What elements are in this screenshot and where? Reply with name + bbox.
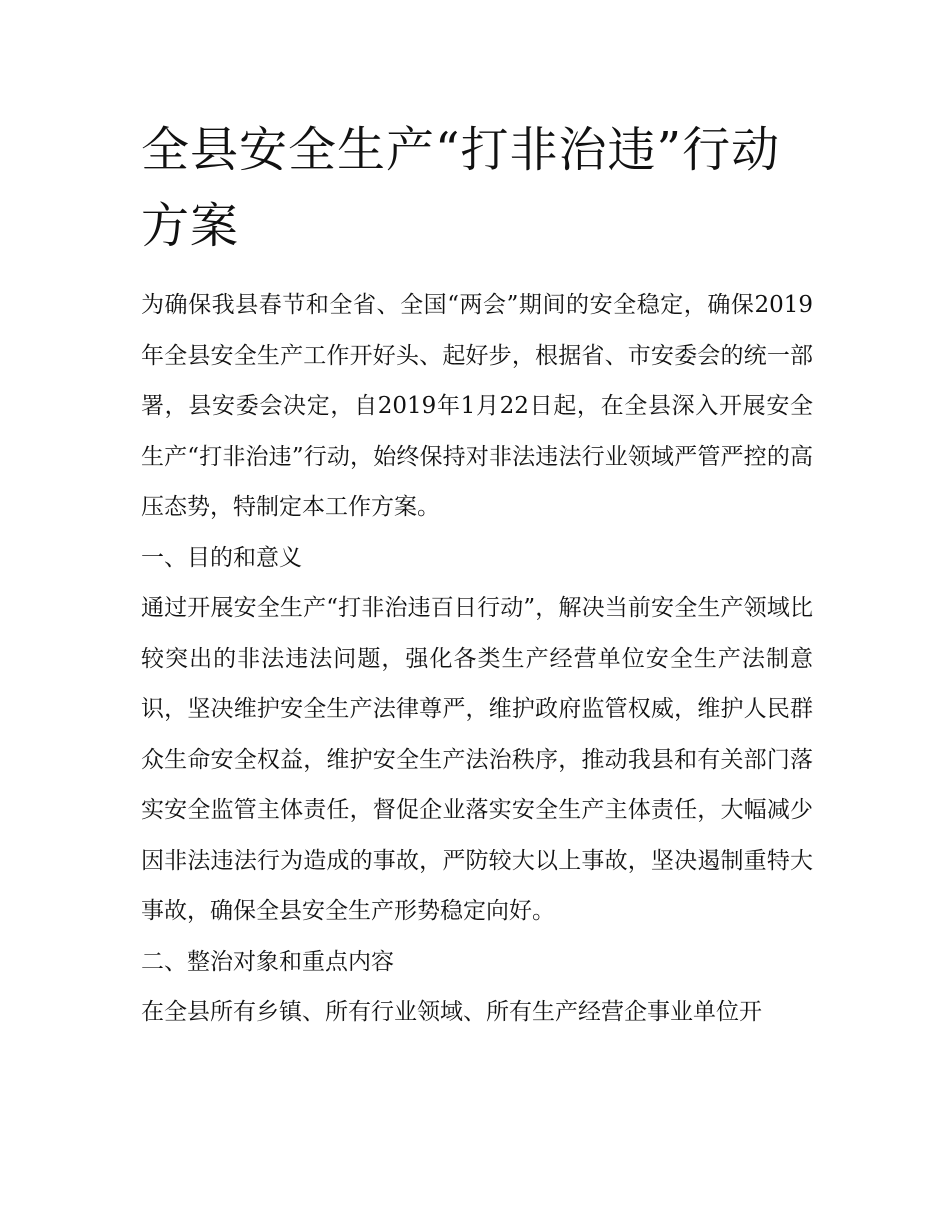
section-heading-purpose: 一、目的和意义	[141, 544, 302, 571]
document-title: 全县安全生产“打非治违”行动方案	[141, 122, 781, 254]
section-heading-targets: 二、整治对象和重点内容	[141, 948, 394, 975]
intro-paragraph: 为确保我县春节和全省、全国“两会”期间的安全稳定，确保2019年全县安全生产工作开好头、起好步，根据省、市安委会的统一部署，县安委会决定，自2019年1月22日起，在全县深入开展安全生产“打非治违”行动，始终保持对非法违法行业领域严管严控的高压态势，特制定本工作方案。	[141, 292, 813, 520]
document-body	[141, 112, 813, 1038]
section-body-targets: 在全县所有乡镇、所有行业领域、所有生产经营企事业单位开	[141, 999, 762, 1025]
section-body-purpose: 通过开展安全生产“打非治违百日行动”，解决当前安全生产领域比较突出的非法违法问题，强化各类生产经营单位安全生产法制意识，坚决维护安全生产法律尊严，维护政府监管权威，维护人民群众生命安全权益，维护安全生产法治秩序，推动我县和有关部门落实安全监管主体责任，督促企业落实安全生产主体责任，大幅减少因非法违法行为造成的事故，严防较大以上事故，坚决遏制重特大事故，确保全县安全生产形势稳定向好。	[141, 595, 813, 924]
